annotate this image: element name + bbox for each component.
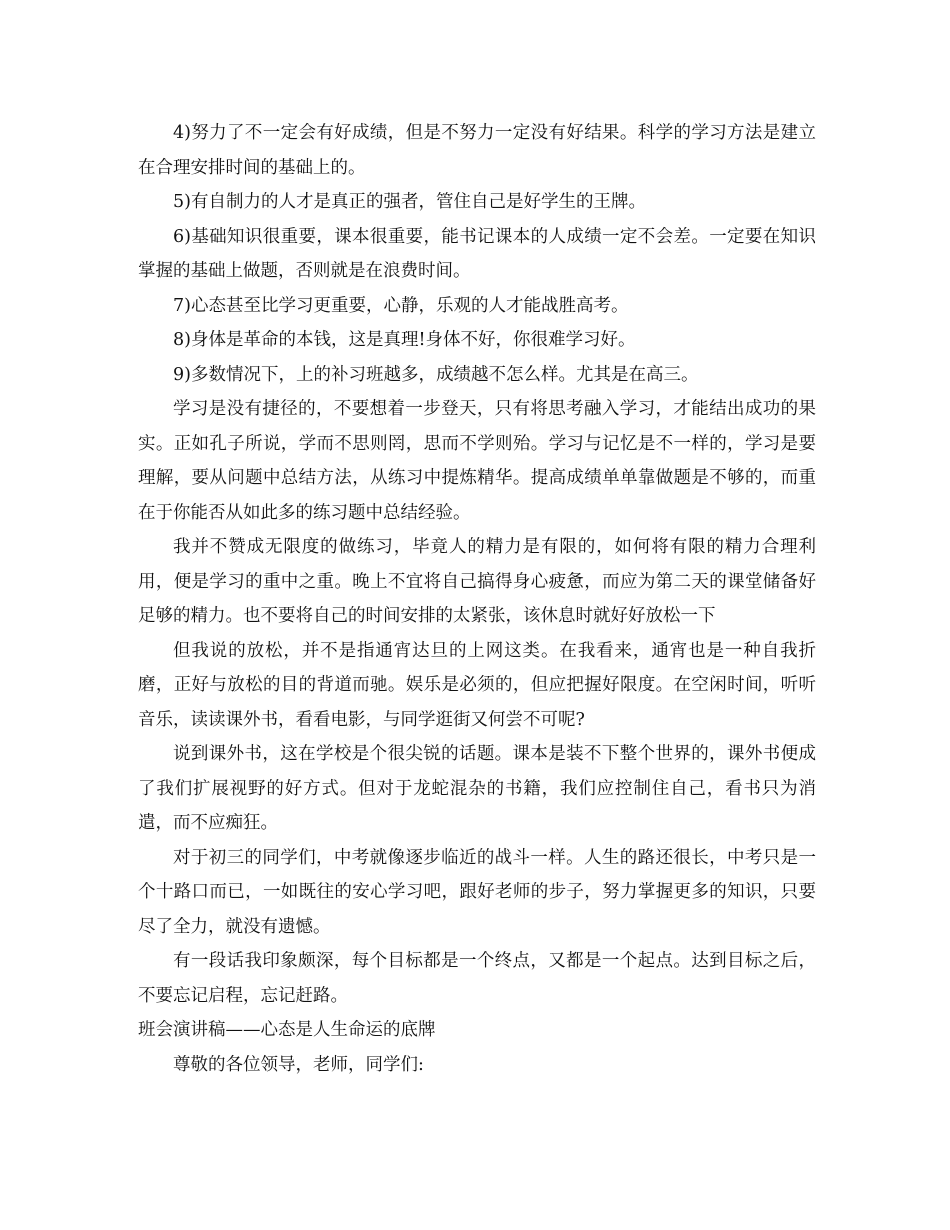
- paragraph-relaxation: 但我说的放松，并不是指通宵达旦的上网这类。在我看来，通宵也是一种自我折磨，正好与放松的目的背道而驰。娱乐是必须的，但应把握好限度。在空闲时间，听听音乐，读读课外书，看看电影，与同学逛街又何尝不可呢?: [138, 640, 816, 730]
- speech-greeting: 尊敬的各位领导，老师，同学们:: [173, 1054, 424, 1075]
- paragraph-practice-limit: 我并不赞成无限度的做练习，毕竟人的精力是有限的，如何将有限的精力合理利用，便是学习的重中之重。晚上不宜将自己搞得身心疲惫，而应为第二天的课堂储备好足够的精力。也不要将自己的时间安排的太紧张，该休息时就好好放松一下: [138, 537, 816, 626]
- paragraph-grade-nine: 对于初三的同学们，中考就像逐步临近的战斗一样。人生的路还很长，中考只是一个十路口而已，一如既往的安心学习吧，跟好老师的步子，努力掌握更多的知识，只要尽了全力，就没有遗憾。: [138, 847, 816, 937]
- paragraph-goals: 有一段话我印象颇深，每个目标都是一个终点，又都是一个起点。达到目标之后，不要忘记启程，忘记赶路。: [138, 951, 816, 1006]
- paragraph-extracurricular-books: 说到课外书，这在学校是个很尖锐的话题。课本是装不下整个世界的，课外书便成了我们扩展视野的好方式。但对于龙蛇混杂的书籍，我们应控制住自己，看书只为消遣，而不应痴狂。: [138, 744, 816, 833]
- document-body: [138, 116, 816, 1082]
- paragraph-item-5: 5)有自制力的人才是真正的强者，管住自己是好学生的王牌。: [173, 192, 646, 212]
- paragraph-item-4: 4)努力了不一定会有好成绩，但是不努力一定没有好结果。科学的学习方法是建立在合理安排时间的基础上的。: [138, 123, 816, 178]
- paragraph-item-6: 6)基础知识很重要，课本很重要，能书记课本的人成绩一定不会差。一定要在知识掌握的基础上做题，否则就是在浪费时间。: [138, 226, 816, 281]
- paragraph-no-shortcut: 学习是没有捷径的，不要想着一步登天，只有将思考融入学习，才能结出成功的果实。正如孔子所说，学而不思则罔，思而不学则殆。学习与记忆是不一样的，学习是要理解，要从问题中总结方法，从练习中提炼精华。提高成绩单单靠做题是不够的，而重在于你能否从如此多的练习题中总结经验。: [138, 399, 816, 523]
- paragraph-item-8: 8)身体是革命的本钱，这是真理!身体不好，你很难学习好。: [173, 330, 636, 350]
- paragraph-item-7: 7)心态甚至比学习更重要，心静，乐观的人才能战胜高考。: [173, 295, 629, 316]
- section-title: 班会演讲稿——心态是人生命运的底牌: [138, 1020, 436, 1040]
- paragraph-item-9: 9)多数情况下，上的补习班越多，成绩越不怎么样。尤其是在高三。: [173, 364, 699, 385]
